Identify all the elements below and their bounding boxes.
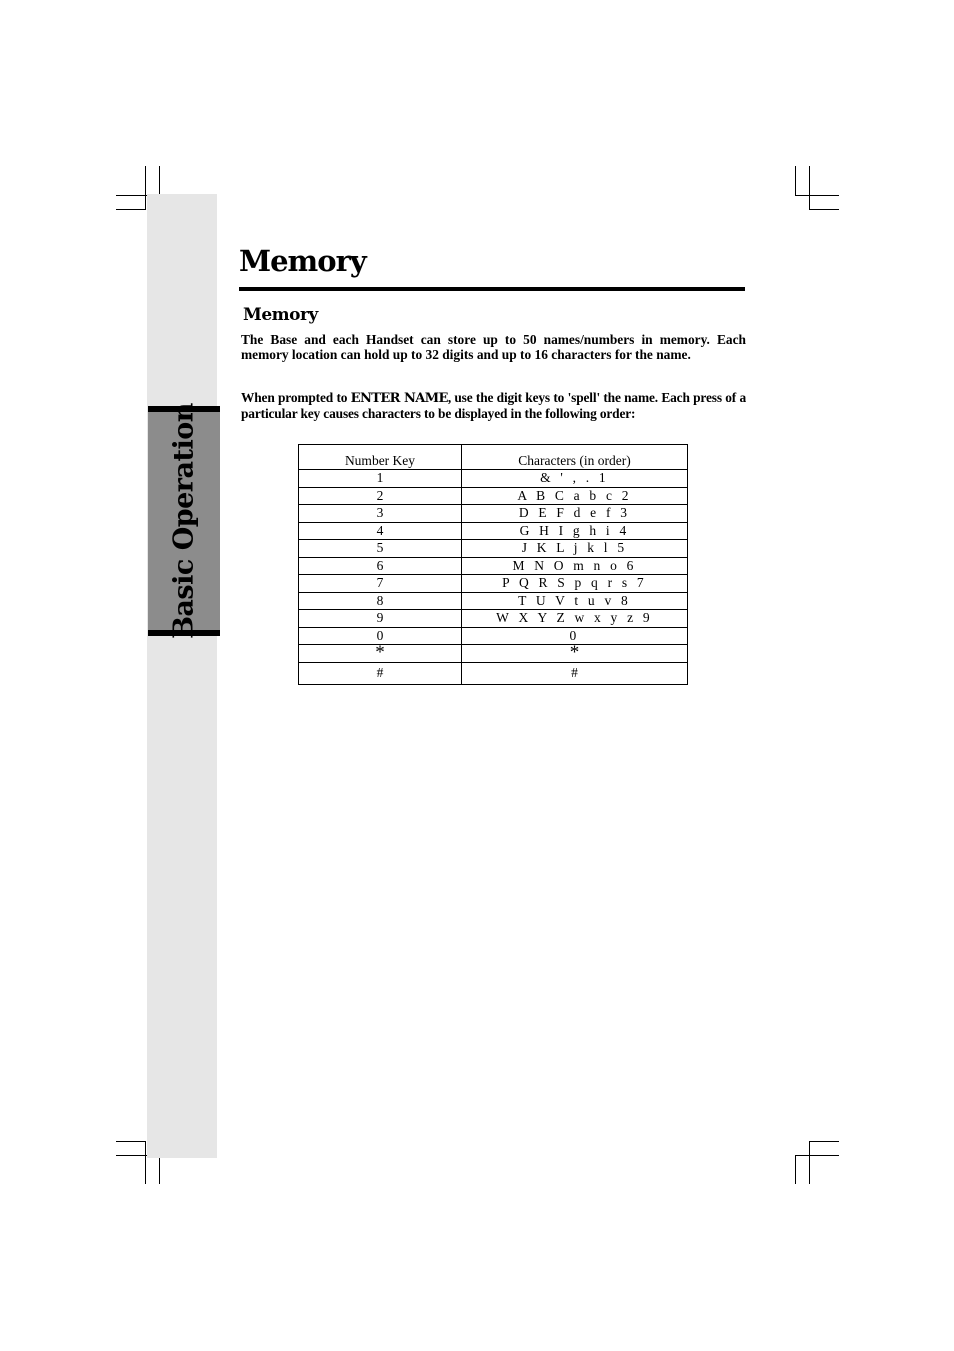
table-header-row bbox=[299, 445, 688, 470]
crop-mark bbox=[809, 1141, 839, 1142]
title-rule bbox=[239, 287, 745, 291]
intro-paragraph: The Base and each Handset can store up to 50 names/numbers in memory. Each memory location can hold up to 32 digits and up to 16 characters for the name. bbox=[241, 332, 746, 362]
table-row bbox=[299, 522, 688, 540]
crop-mark bbox=[159, 1155, 160, 1184]
chars-cell: D E F d e f 3 bbox=[462, 505, 688, 523]
table-row bbox=[299, 557, 688, 575]
chars-cell: P Q R S p q r s 7 bbox=[462, 575, 688, 593]
key-cell: 7 bbox=[299, 575, 462, 593]
key-cell: 1 bbox=[299, 470, 462, 488]
key-cell: 2 bbox=[299, 487, 462, 505]
table-row bbox=[299, 505, 688, 523]
section-tab bbox=[148, 403, 220, 639]
chars-cell: J K L j k l 5 bbox=[462, 540, 688, 558]
crop-mark bbox=[809, 209, 839, 210]
key-character-table bbox=[298, 444, 688, 685]
chars-cell: & ' , . 1 bbox=[462, 470, 688, 488]
table-row bbox=[299, 662, 688, 684]
table-row bbox=[299, 575, 688, 593]
crop-mark bbox=[116, 1141, 146, 1142]
key-cell: 6 bbox=[299, 557, 462, 575]
crop-mark bbox=[145, 166, 146, 210]
table-row bbox=[299, 470, 688, 488]
section-heading: Memory bbox=[243, 305, 318, 325]
key-cell: * bbox=[299, 645, 462, 663]
crop-mark bbox=[145, 1141, 146, 1184]
table-row bbox=[299, 540, 688, 558]
page-title: Memory bbox=[239, 244, 366, 278]
table-row bbox=[299, 592, 688, 610]
crop-mark bbox=[795, 1155, 796, 1184]
key-cell: 0 bbox=[299, 627, 462, 645]
table-row bbox=[299, 627, 688, 645]
crop-mark bbox=[795, 166, 796, 196]
crop-mark bbox=[795, 195, 839, 196]
instruction-text-before: When prompted to bbox=[241, 390, 351, 405]
crop-mark bbox=[795, 1155, 839, 1156]
side-strip bbox=[147, 194, 217, 1158]
key-cell: 4 bbox=[299, 522, 462, 540]
chars-cell: A B C a b c 2 bbox=[462, 487, 688, 505]
chars-cell: * bbox=[462, 645, 688, 663]
key-cell: 8 bbox=[299, 592, 462, 610]
chars-cell: M N O m n o 6 bbox=[462, 557, 688, 575]
header-number-key: Number Key bbox=[299, 445, 462, 470]
chars-cell: W X Y Z w x y z 9 bbox=[462, 610, 688, 628]
enter-name-emphasis: ENTER NAME bbox=[350, 391, 448, 406]
key-cell: 5 bbox=[299, 540, 462, 558]
instruction-paragraph bbox=[241, 391, 746, 421]
instruction-text-after: , use the digit keys to 'spell' the name. Each press of a particular key causes characters to be displayed in the following order: bbox=[241, 390, 746, 421]
section-tab-label: Basic Operation bbox=[168, 403, 200, 639]
table-row bbox=[299, 610, 688, 628]
crop-mark bbox=[116, 209, 146, 210]
crop-mark bbox=[809, 1141, 810, 1184]
table-row bbox=[299, 645, 688, 663]
chars-cell: G H I g h i 4 bbox=[462, 522, 688, 540]
key-cell: 3 bbox=[299, 505, 462, 523]
header-characters: Characters (in order) bbox=[462, 445, 688, 470]
key-cell: 9 bbox=[299, 610, 462, 628]
key-cell: # bbox=[299, 662, 462, 684]
crop-mark bbox=[159, 166, 160, 196]
table-row bbox=[299, 487, 688, 505]
chars-cell: T U V t u v 8 bbox=[462, 592, 688, 610]
crop-mark bbox=[809, 166, 810, 210]
chars-cell: 0 bbox=[462, 627, 688, 645]
chars-cell: # bbox=[462, 662, 688, 684]
